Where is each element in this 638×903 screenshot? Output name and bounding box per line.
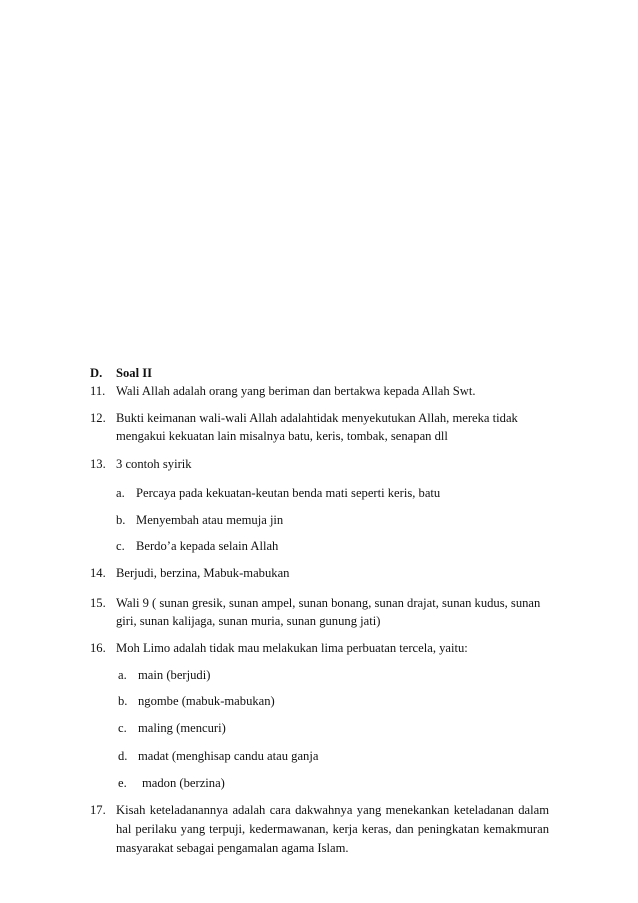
question-11 bbox=[90, 383, 476, 399]
question-text: Berjudi, berzina, Mabuk-mabukan bbox=[116, 566, 290, 580]
question-text: Wali Allah adalah orang yang beriman dan bertakwa kepada Allah Swt. bbox=[116, 384, 476, 398]
question-12-line2: mengakui kekuatan lain misalnya batu, keris, tombak, senapan dll bbox=[116, 429, 448, 443]
question-number: 16. bbox=[90, 641, 106, 655]
section-title: Soal II bbox=[116, 366, 153, 380]
question-number: 17. bbox=[90, 803, 106, 817]
list-item bbox=[116, 512, 283, 528]
list-item bbox=[118, 775, 225, 791]
question-17 bbox=[90, 802, 549, 818]
question-15 bbox=[90, 595, 549, 611]
list-item bbox=[118, 667, 210, 683]
question-number: 13. bbox=[90, 457, 106, 471]
list-item bbox=[116, 485, 440, 501]
question-text-line1: Wali 9 ( sunan gresik, sunan ampel, sunan bonang, sunan drajat, sunan kudus, sunan bbox=[116, 596, 541, 610]
question-text: 3 contoh syirik bbox=[116, 457, 192, 471]
question-number: 11. bbox=[90, 384, 106, 398]
item-letter: c. bbox=[116, 539, 125, 553]
question-text-line1: Bukti keimanan wali-wali Allah adalahtidak menyekutukan Allah, mereka tidak bbox=[116, 411, 518, 425]
item-text: Menyembah atau memuja jin bbox=[136, 513, 284, 527]
section-heading bbox=[90, 365, 152, 381]
list-item bbox=[118, 748, 318, 764]
question-number: 12. bbox=[90, 411, 106, 425]
item-letter: e. bbox=[118, 776, 127, 790]
list-item bbox=[118, 693, 275, 709]
question-12 bbox=[90, 410, 518, 426]
item-text: Berdo’a kepada selain Allah bbox=[136, 539, 279, 553]
question-14 bbox=[90, 565, 289, 581]
item-letter: b. bbox=[116, 513, 126, 527]
item-letter: d. bbox=[118, 749, 128, 763]
question-17-line2: hal perilaku yang terpuji, kedermawanan, kerja keras, dan peningkatan kemakmuran bbox=[116, 822, 549, 836]
question-text: Moh Limo adalah tidak mau melakukan lima perbuatan tercela, yaitu: bbox=[116, 641, 468, 655]
item-text: madon (berzina) bbox=[142, 776, 225, 790]
item-text: ngombe (mabuk-mabukan) bbox=[138, 694, 275, 708]
item-text: maling (mencuri) bbox=[138, 721, 226, 735]
item-letter: c. bbox=[118, 721, 127, 735]
item-text: main (berjudi) bbox=[138, 668, 211, 682]
item-letter: a. bbox=[118, 668, 127, 682]
item-letter: a. bbox=[116, 486, 125, 500]
question-17-line3: masyarakat sebagai pengamalan agama Islam. bbox=[116, 841, 349, 855]
list-item bbox=[116, 538, 278, 554]
item-text: madat (menghisap candu atau ganja bbox=[138, 749, 319, 763]
question-number: 14. bbox=[90, 566, 106, 580]
section-letter: D. bbox=[90, 366, 103, 380]
list-item bbox=[118, 720, 226, 736]
question-15-line2: giri, sunan kalijaga, sunan muria, sunan gunung jati) bbox=[116, 614, 381, 628]
question-text-line1: Kisah keteladanannya adalah cara dakwahnya yang menekankan keteladanan dalam bbox=[116, 803, 549, 817]
question-number: 15. bbox=[90, 596, 106, 610]
question-16 bbox=[90, 640, 468, 656]
question-13 bbox=[90, 456, 192, 472]
item-text: Percaya pada kekuatan-keutan benda mati seperti keris, batu bbox=[136, 486, 441, 500]
item-letter: b. bbox=[118, 694, 128, 708]
